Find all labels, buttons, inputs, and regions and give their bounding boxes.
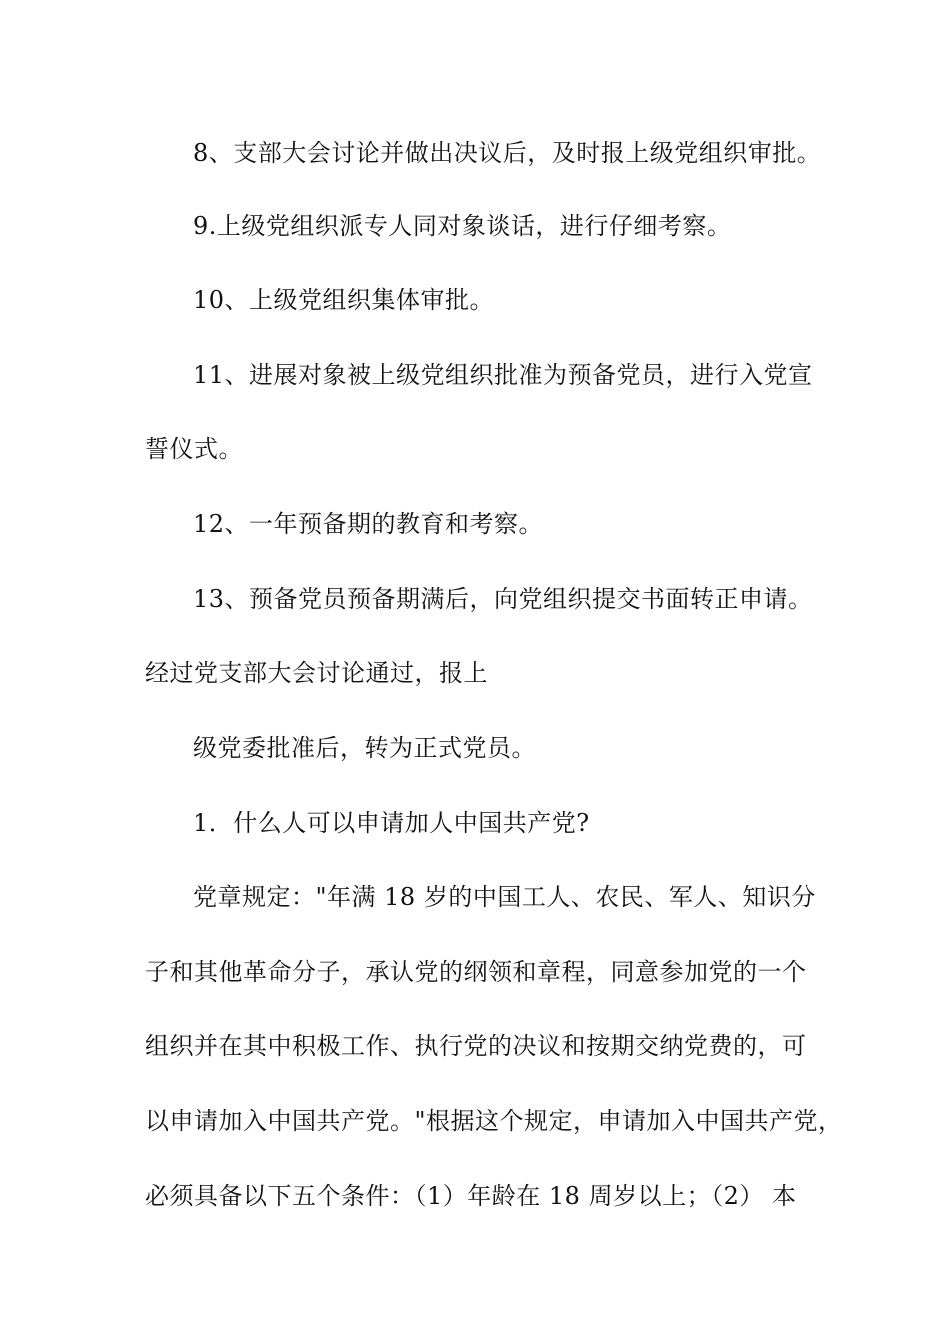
paragraph-line-2: 9.上级党组织派专人同对象谈话，进行仔细考察。	[193, 212, 732, 240]
paragraph-line-6: 12、一年预备期的教育和考察。	[193, 510, 544, 538]
paragraph-line-7: 13、预备党员预备期满后，向党组织提交书面转正申请。	[193, 585, 813, 613]
paragraph-line-4: 11、进展对象被上级党组织批准为预备党员，进行入党宣	[193, 361, 813, 389]
paragraph-line-9: 级党委批准后，转为正式党员。	[193, 734, 536, 762]
paragraph-line-14: 以申请加入中国共产党。"根据这个规定，申请加入中国共产党，	[145, 1107, 843, 1135]
paragraph-line-8: 经过党支部大会讨论通过，报上	[145, 659, 488, 687]
paragraph-line-13: 组织并在其中积极工作、执行党的决议和按期交纳党费的，可	[145, 1032, 807, 1060]
paragraph-line-3: 10、上级党组织集体审批。	[193, 286, 495, 314]
paragraph-line-5: 誓仪式。	[145, 435, 243, 463]
paragraph-line-11: 党章规定："年满 18 岁的中国工人、农民、军人、知识分	[193, 883, 816, 911]
paragraph-line-12: 子和其他革命分子，承认党的纲领和章程，同意参加党的一个	[145, 958, 807, 986]
paragraph-line-1: 8、支部大会讨论并做出决议后，及时报上级党组织审批。	[193, 139, 822, 167]
question-heading: 1．什么人可以申请加人中国共产党?	[193, 809, 590, 837]
paragraph-line-15: 必须具备以下五个条件：（1）年龄在 18 周岁以上；（2） 本	[145, 1182, 797, 1210]
